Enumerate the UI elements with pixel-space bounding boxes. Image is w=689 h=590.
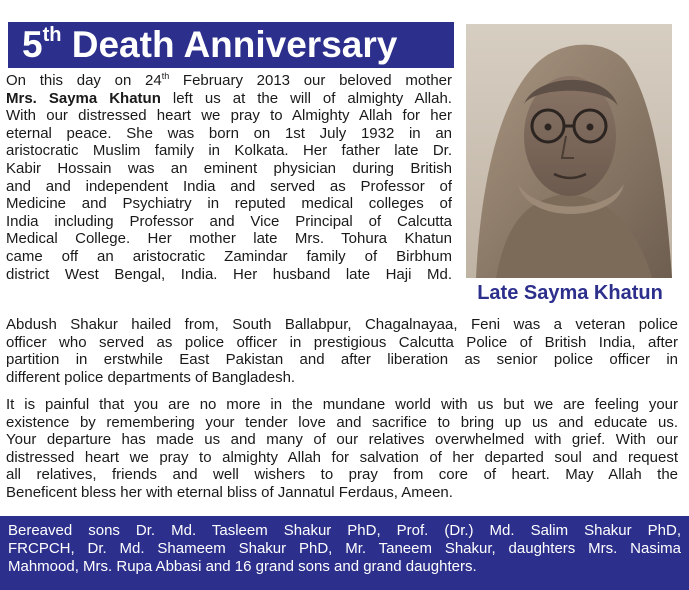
text-line: and and independent India and served as Professor of xyxy=(6,177,452,195)
text-line: Your departure has made us and many of our relatives overwhelmed with grief. With our xyxy=(6,431,678,449)
text-line: distressed heart we pray to almighty Allah for salvation of her departed soul and request xyxy=(6,448,678,466)
text-line: different police departments of Bangladesh. xyxy=(6,368,296,386)
paragraph-intro xyxy=(6,72,452,283)
text-line: On this day on 24th February 2013 our beloved mother xyxy=(6,72,452,89)
text-line: came off an aristocratic Zamindar family of Birbhum xyxy=(6,247,452,265)
footer-line: Bereaved sons Dr. Md. Tasleem Shakur PhD, Prof. (Dr.) Md. Salim Shakur PhD, xyxy=(8,522,681,539)
bereaved-family-banner xyxy=(0,516,689,590)
portrait-photo xyxy=(466,24,672,278)
text-line: officer who served as police officer in prestigious Calcutta Police of British India, after xyxy=(6,333,678,351)
text-line: partition in erstwhile East Pakistan and after liberation as senior police officer in xyxy=(6,351,678,369)
portrait-illustration xyxy=(466,24,672,278)
footer-line: Mahmood, Mrs. Rupa Abbasi and 16 grand sons and grand daughters. xyxy=(8,558,477,575)
title-text: Death Anniversary xyxy=(61,24,398,65)
deceased-name: Mrs. Sayma Khatun xyxy=(6,89,161,107)
text-line: district West Bengal, India. Her husband late Haji Md. xyxy=(6,265,452,283)
title-ordinal: th xyxy=(42,24,62,46)
text-line: It is painful that you are no more in the mundane world with us but we are feeling your xyxy=(6,396,678,413)
text-line: existence by remembering your tender love and sacrifice to bring up us and educate us. xyxy=(6,413,678,431)
portrait-caption: Late Sayma Khatun xyxy=(477,282,663,304)
paragraph-intro-continued xyxy=(6,316,678,386)
text-line: Medicine and Psychiatry in reputed medical colleges of xyxy=(6,195,452,213)
text-line: Abdush Shakur hailed from, South Ballabpur, Chagalnayaa, Feni was a veteran police xyxy=(6,316,678,333)
text-line: Mrs. Sayma Khatun left us at the will of almighty Allah. xyxy=(6,89,452,107)
text-line: aristocratic Muslim family in Kolkata. Her father late Dr. xyxy=(6,142,452,160)
text-line: all relatives, friends and well wishers to pray from core of heart. May Allah the xyxy=(6,466,678,484)
text-line: India including Professor and Vice Principal of Calcutta xyxy=(6,212,452,230)
paragraph-tribute xyxy=(6,396,678,502)
text-line: With our distressed heart we pray to Almighty Allah for her xyxy=(6,107,452,125)
text-line: Kabir Hossain was an eminent physician during British xyxy=(6,159,452,177)
title-number: 5 xyxy=(22,24,43,65)
footer-line: FRCPCH, Dr. Md. Shameem Shakur PhD, Mr. Taneem Shakur, daughters Mrs. Nasima xyxy=(8,540,681,557)
title-banner xyxy=(8,22,454,68)
text-line: Beneficent bless her with eternal bliss of Jannatul Ferdaus, Ameen. xyxy=(6,483,453,501)
text-line: Medical College. Her mother late Mrs. Tohura Khatun xyxy=(6,230,452,248)
text-line: eternal peace. She was born on 1st July 1932 in an xyxy=(6,124,452,142)
